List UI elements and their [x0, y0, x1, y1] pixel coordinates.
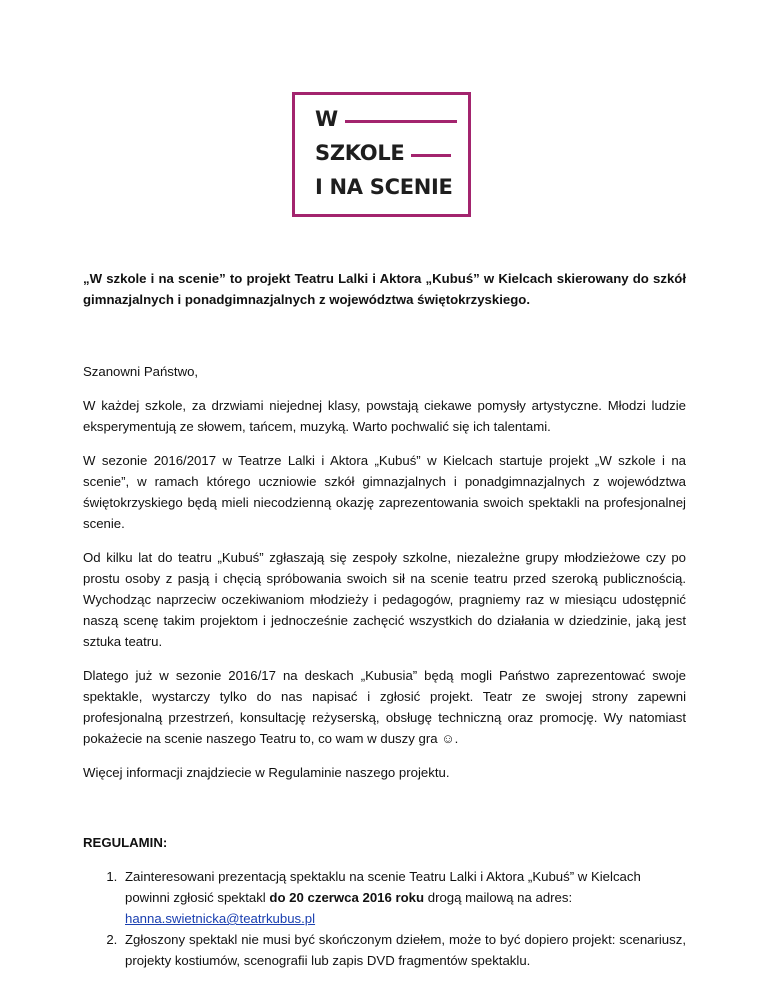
- logo-word-szkole: SZKOLE: [315, 141, 405, 165]
- paragraph-talents: W każdej szkole, za drzwiami niejednej klasy, powstają ciekawe pomysły artystyczne. Młodzi ludzie eksperymentują ze słowem, tańcem, muzyką. Warto pochwalić się ich talentami.: [83, 398, 686, 434]
- paragraph-groups: Od kilku lat do teatru „Kubuś” zgłaszają się zespoły szkolne, niezależne grupy młodzieżowe czy po prostu osoby z pasją i chęcią spróbowania swoich sił na scenie teatru przed szeroką publicznością. Wychodząc naprzeciw oczekiwaniom młodzieży i pedagogów, pragniemy raz w miesiącu udostępnić naszą scenę takim projektom i jednocześnie zachęcić wszystkich do działania w dziedzinie, jaką jest sztuka teatru.: [83, 550, 686, 649]
- paragraph-season: W sezonie 2016/2017 w Teatrze Lalki i Aktora „Kubuś” w Kielcach startuje projekt „W szkole i na scenie”, w ramach którego uczniowie szkół gimnazjalnych i ponadgimnazjalnych z województwa świętokrzyskiego będą mieli niecodzienną okazję zaprezentowania swoich spektakli na profesjonalnej scenie.: [83, 453, 686, 531]
- logo-line-3: [315, 175, 453, 199]
- logo-accent-bar-1: [345, 120, 457, 123]
- document-body: [83, 268, 686, 971]
- regulamin-heading: REGULAMIN:: [83, 835, 168, 850]
- project-logo: [292, 92, 471, 217]
- regulamin-item-1: [121, 866, 686, 929]
- greeting: Szanowni Państwo,: [83, 364, 199, 379]
- email-link[interactable]: hanna.swietnicka@teatrkubus.pl: [125, 911, 316, 926]
- logo-line-2: [315, 141, 451, 165]
- logo-word-w: W: [315, 107, 338, 131]
- paragraph-more-info: Więcej informacji znajdziecie w Regulaminie naszego projektu.: [83, 765, 450, 780]
- intro-paragraph: „W szkole i na scenie” to projekt Teatru Lalki i Aktora „Kubuś” w Kielcach skierowany do szkół gimnazjalnych i ponadgimnazjalnych z województwa świętokrzyskiego.: [83, 271, 686, 307]
- item1-deadline: do 20 czerwca 2016 roku: [269, 890, 425, 905]
- logo-line-1: [315, 107, 457, 131]
- regulamin-list: [83, 866, 686, 971]
- paragraph-invitation: Dlatego już w sezonie 2016/17 na deskach „Kubusia” będą mogli Państwo zaprezentować swoje spektakle, wystarczy tylko do nas napisać i zgłosić projekt. Teatr ze swojej strony zapewni profesjonalną przestrzeń, konsultację reżyserską, obsługę techniczną oraz promocję. Wy natomiast pokażecie na scenie naszego Teatru to, co wam w duszy gra ☺.: [83, 668, 686, 746]
- item1-text-before: Zainteresowani prezentacją spektaklu na scenie Teatru Lalki i Aktora „Kubuś” w Kielcach powinni zgłosić spektakl: [125, 869, 641, 905]
- regulamin-item-2: 2. Zgłoszony spektakl nie musi być skończonym dziełem, może to być dopiero projekt: scenariusz, projekty kostiumów, scenografii lub zapis DVD fragmentów spektaklu.: [121, 929, 686, 971]
- item1-text-after: drogą mailową na adres:: [424, 890, 573, 905]
- logo-word-i-na-scenie: I NA SCENIE: [315, 175, 453, 199]
- logo-accent-bar-2: [411, 154, 451, 157]
